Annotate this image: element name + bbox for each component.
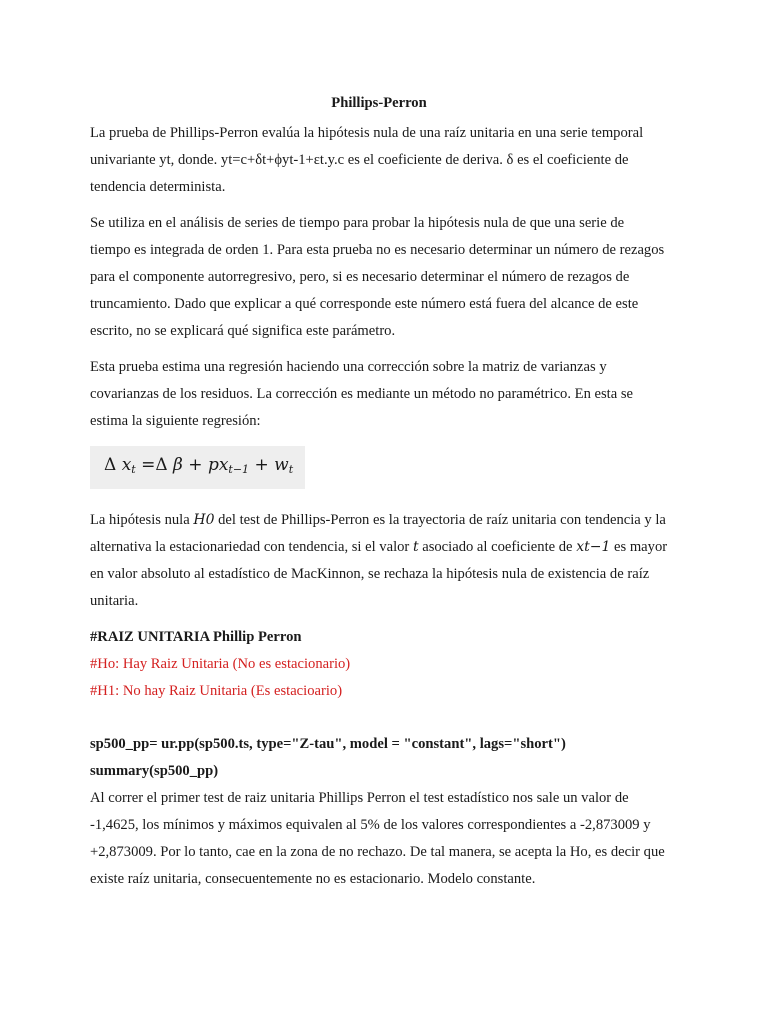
comment-h0: #Ho: Hay Raiz Unitaria (No es estacionario) [90, 656, 351, 672]
paragraph-regression: Esta prueba estima una regresión haciendo una corrección sobre la matriz de varianzas y covarianzas de los residuos. La corrección es mediante un método no paramétrico. En esta se estima la siguiente regresión: [90, 359, 634, 429]
paragraph-usage: Se utiliza en el análisis de series de tiempo para probar la hipótesis nula de que una serie de tiempo es integrada de orden 1. Para esta prueba no es necesario determinar un número de rezagos para el componente autorregresivo, pero, si es necesario determinar el número de rezagos de truncamiento. Dado que explicar a qué corresponde este número está fuera del alcance de este escrito, no se explicará qué significa este parámetro. [90, 215, 665, 339]
formula-sub-t-2: t [288, 463, 294, 476]
formula-plus-1: + [182, 455, 208, 475]
formula-x2: x [218, 455, 229, 475]
comment-h1: #H1: No hay Raiz Unitaria (Es estacioario) [90, 683, 343, 699]
formula-sub-t: t [131, 463, 136, 476]
formula-sub-t-1: t−1 [228, 463, 250, 476]
code-urpp: sp500_pp= ur.pp(sp500.ts, type="Z-tau", model = "constant", lags="short") [90, 736, 566, 752]
hyp-h0-symbol: H0 [193, 512, 215, 528]
document-title: Phillips-Perron [331, 95, 427, 111]
formula-delta: Δ [104, 455, 117, 475]
formula-beta: β [173, 455, 183, 475]
spacer [90, 705, 668, 731]
hyp-text-1: La hipótesis nula [90, 512, 194, 528]
section-heading-raiz: #RAIZ UNITARIA Phillip Perron [90, 629, 302, 645]
paragraph-results: Al correr el primer test de raiz unitaria Phillips Perron el test estadístico nos sale un valor de -1,4625, los mínimos y máximos equivalen al 5% de los valores correspondientes a -2,873009 y +2,873009. Por lo tanto, cae en la zona de no rechazo. De tal manera, se acepta la Ho, es decir que existe raíz unitaria, consecuentemente no es estacionario. Modelo constante. [90, 790, 665, 887]
hyp-xt1-symbol: xt−1 [576, 539, 611, 555]
code-summary: summary(sp500_pp) [90, 763, 219, 779]
paragraph-intro: La prueba de Phillips-Perron evalúa la hipótesis nula de una raíz unitaria en una serie temporal univariante yt, donde. yt=c+δt+ϕyt-1+εt.y.c es el coeficiente de deriva. δ es el coeficiente de tendencia determinista. [90, 125, 644, 195]
formula-plus-2: + [249, 455, 275, 475]
regression-formula [90, 446, 305, 489]
formula-p: p [207, 455, 219, 475]
hyp-t-symbol: t [412, 539, 419, 555]
paragraph-hypothesis [90, 507, 668, 615]
hyp-text-3: asociado al coeficiente de [418, 539, 577, 555]
hyp-text-4: es mayor en valor absoluto al estadístico de MacKinnon, se rechaza la hipótesis nula de existencia de raíz unitaria. [90, 539, 668, 609]
formula-w: w [274, 455, 289, 475]
formula-eq: =Δ [135, 455, 174, 475]
hyp-text-2: del test de Phillips-Perron es la trayectoria de raíz unitaria con tendencia y la alternativa la estacionariedad con tendencia, si el valor [90, 512, 666, 555]
formula-x: x [121, 455, 132, 475]
